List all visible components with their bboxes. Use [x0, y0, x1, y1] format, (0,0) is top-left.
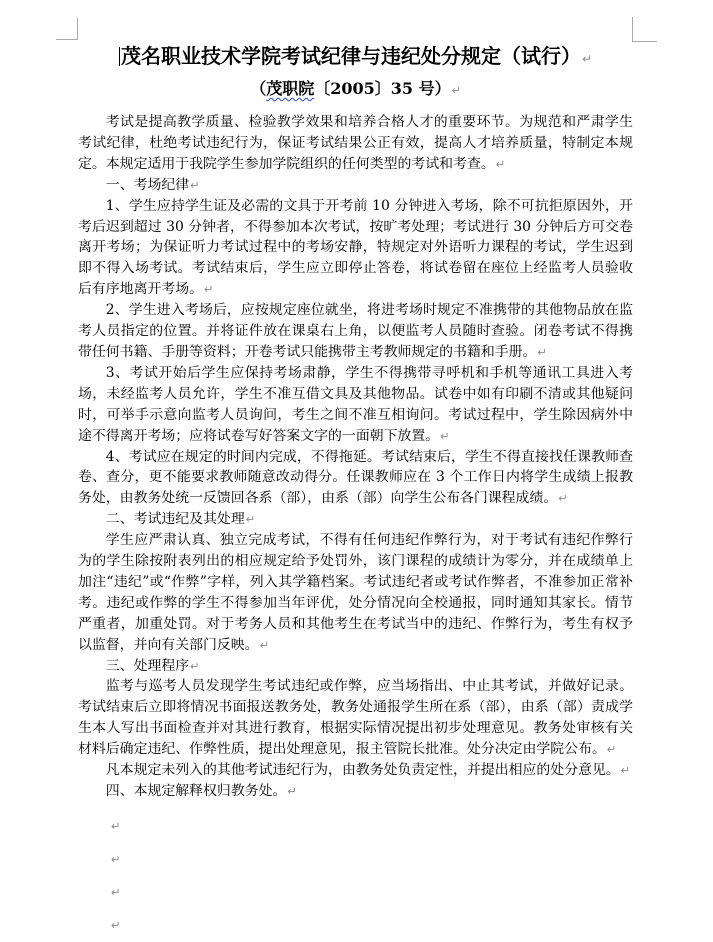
paragraph-text: 凡本规定未列入的其他考试违纪行为，由教务处负责定性，并提出相应的处分意见。 [105, 762, 620, 779]
paragraph-mark-icon: ↵ [111, 884, 121, 899]
text-area[interactable] [78, 40, 633, 942]
document-number-line[interactable] [78, 76, 633, 103]
paragraph-text: 学生应严肃认真、独立完成考试，不得有任何违纪作弊行为，对于考试有违纪作弊行为的学生除按附表列出的相应规定给予处罚外，该门课程的成绩计为零分，并在成绩单上加注“违纪”或“作弊”字样，列入其学籍档案。考试违纪者或考试作弊者，不准参加正常补考。违纪或作弊的学生不得参加当年评优，处分情况向全校通报，同时通知其家长。情节严重者，加重处罚。对于考务人员和其他考生在考试当中的违纪、作弊行为，考生有权予以监督，并向有关部门反映。 [78, 532, 633, 653]
paragraph-text: 考试是提高教学质量、检验教学效果和培养合格人才的重要环节。为规范和严肃学生考试纪律，杜绝考试违纪行为，保证考试结果公正有效，提高人才培养质量，特制定本规定。本规定适用于我院学生参加学院组织的任何类型的考试和考查。 [78, 114, 633, 172]
empty-paragraph[interactable] [78, 843, 633, 876]
paragraph-catch-all[interactable] [78, 760, 633, 781]
paragraph-section-3-body[interactable] [78, 676, 633, 760]
paragraph-mark-icon: ↵ [190, 658, 200, 673]
paragraph-text: 三、处理程序 [105, 657, 190, 674]
paragraph-mark-icon: ↵ [495, 156, 506, 171]
text-cursor [119, 47, 120, 66]
section-heading-1[interactable] [78, 175, 633, 196]
paragraph-mark-icon: ↵ [111, 851, 121, 866]
doc-number-prefix: （ [250, 79, 267, 98]
doc-number-suffix: 〔2005〕35 号） [314, 79, 451, 98]
paragraph-text: 二、考试违纪及其处理 [105, 511, 245, 528]
paragraph-mark-icon: ↵ [620, 763, 631, 778]
paragraph-text: 2、学生进入考场后，应按规定座位就坐，将进考场时规定不准携带的其他物品放在监考人员指定的位置。并将证件放在课桌右上角，以便监考人员随时查验。闭卷考试不得携带任何书籍、手册等资料；开卷考试只能携带主考教师规定的书籍和手册。 [78, 302, 633, 360]
paragraph-mark-icon: ↵ [111, 818, 121, 833]
paragraph-text: 一、考场纪律 [105, 176, 190, 193]
margin-crop-mark-top-right [632, 17, 657, 42]
section-heading-3[interactable] [78, 656, 633, 677]
paragraph-mark-icon: ↵ [259, 637, 270, 652]
paragraph-rule-2[interactable] [78, 300, 633, 363]
paragraph-text: 四、本规定解释权归教务处。 [105, 783, 287, 799]
paragraph-section-2-body[interactable] [78, 530, 633, 655]
document-body[interactable] [78, 112, 633, 802]
doc-number-spellcheck-flagged: 茂职院 [266, 79, 315, 98]
margin-crop-mark-top-left [56, 18, 78, 40]
paragraph-text: 1、学生应持学生证及必需的文具于开考前 10 分钟进入考场，除不可抗拒原因外，开考后迟到超过 30 分钟者，不得参加本次考试，按旷考处理；考试进行 30 分钟后方可交卷离开考场；为保证听力考试过程中的考场安静，特规定对外语听力课程的考试，学生迟到即不得入场考试。考试结束后，学生应立即停止答卷，将试卷留在座位上经监考人员验收后有序地离开考场。 [78, 197, 633, 298]
paragraph-mark-icon: ↵ [111, 917, 121, 932]
paragraph-mark-icon: ↵ [451, 84, 461, 97]
document-title[interactable] [78, 40, 633, 76]
empty-paragraph[interactable] [78, 876, 633, 909]
section-heading-2[interactable] [78, 509, 633, 530]
paragraph-mark-icon: ↵ [537, 344, 547, 359]
paragraph-rule-1[interactable] [78, 196, 633, 301]
paragraph-mark-icon: ↵ [558, 491, 568, 506]
paragraph-mark-icon: ↵ [581, 52, 593, 66]
paragraph-mark-icon: ↵ [440, 428, 450, 443]
paragraph-text: 3、考试开始后学生应保持考场肃静，学生不得携带寻呼机和手机等通讯工具进入考场，未经监考人员允许，学生不准互借文具及其他物品。试卷中如有印刷不清或其他疑问时，可举手示意向监考人员询问，考生之间不准互相询问。考试过程中，学生除因病外中途不得离开考场；应将试卷写好答案文字的一面朝下放置。 [78, 364, 633, 444]
paragraph-text: 4、考试应在规定的时间内完成，不得拖延。考试结束后，学生不得直接找任课教师查卷、查分，更不能要求教师随意改动得分。任课教师应在 3 个工作日内将学生成绩上报教务处，由教务处统一反馈回各系（部），由系（部）向学生公布各门课程成绩。 [78, 448, 633, 507]
paragraph-text: 监考与巡考人员发现学生考试违纪或作弊，应当场指出、中止其考试，并做好记录。考试结束后立即将情况书面报送教务处，教务处通报学生所在系（部），由系（部）责成学生本人写出书面检查并对其进行教育，根据实际情况提出初步处理意见。教务处审核有关材料后确定违纪、作弊性质，提出处理意见，报主管院长批准。处分决定由学院公布。 [78, 678, 633, 758]
document-title-text: 茂名职业技术学院考试纪律与违纪处分规定（试行） [120, 44, 581, 68]
paragraph-mark-icon: ↵ [606, 742, 617, 757]
section-heading-4[interactable] [78, 781, 633, 802]
paragraph-mark-icon: ↵ [287, 784, 297, 798]
paragraph-rule-4[interactable] [78, 447, 633, 510]
paragraph-intro[interactable] [78, 112, 633, 175]
paragraph-mark-icon: ↵ [190, 177, 200, 192]
paragraph-mark-icon: ↵ [245, 512, 256, 527]
paragraph-rule-3[interactable] [78, 363, 633, 447]
trailing-empty-paragraphs[interactable] [78, 810, 633, 942]
paragraph-mark-icon: ↵ [204, 282, 214, 297]
empty-paragraph[interactable] [78, 909, 633, 942]
empty-paragraph[interactable] [78, 810, 633, 843]
